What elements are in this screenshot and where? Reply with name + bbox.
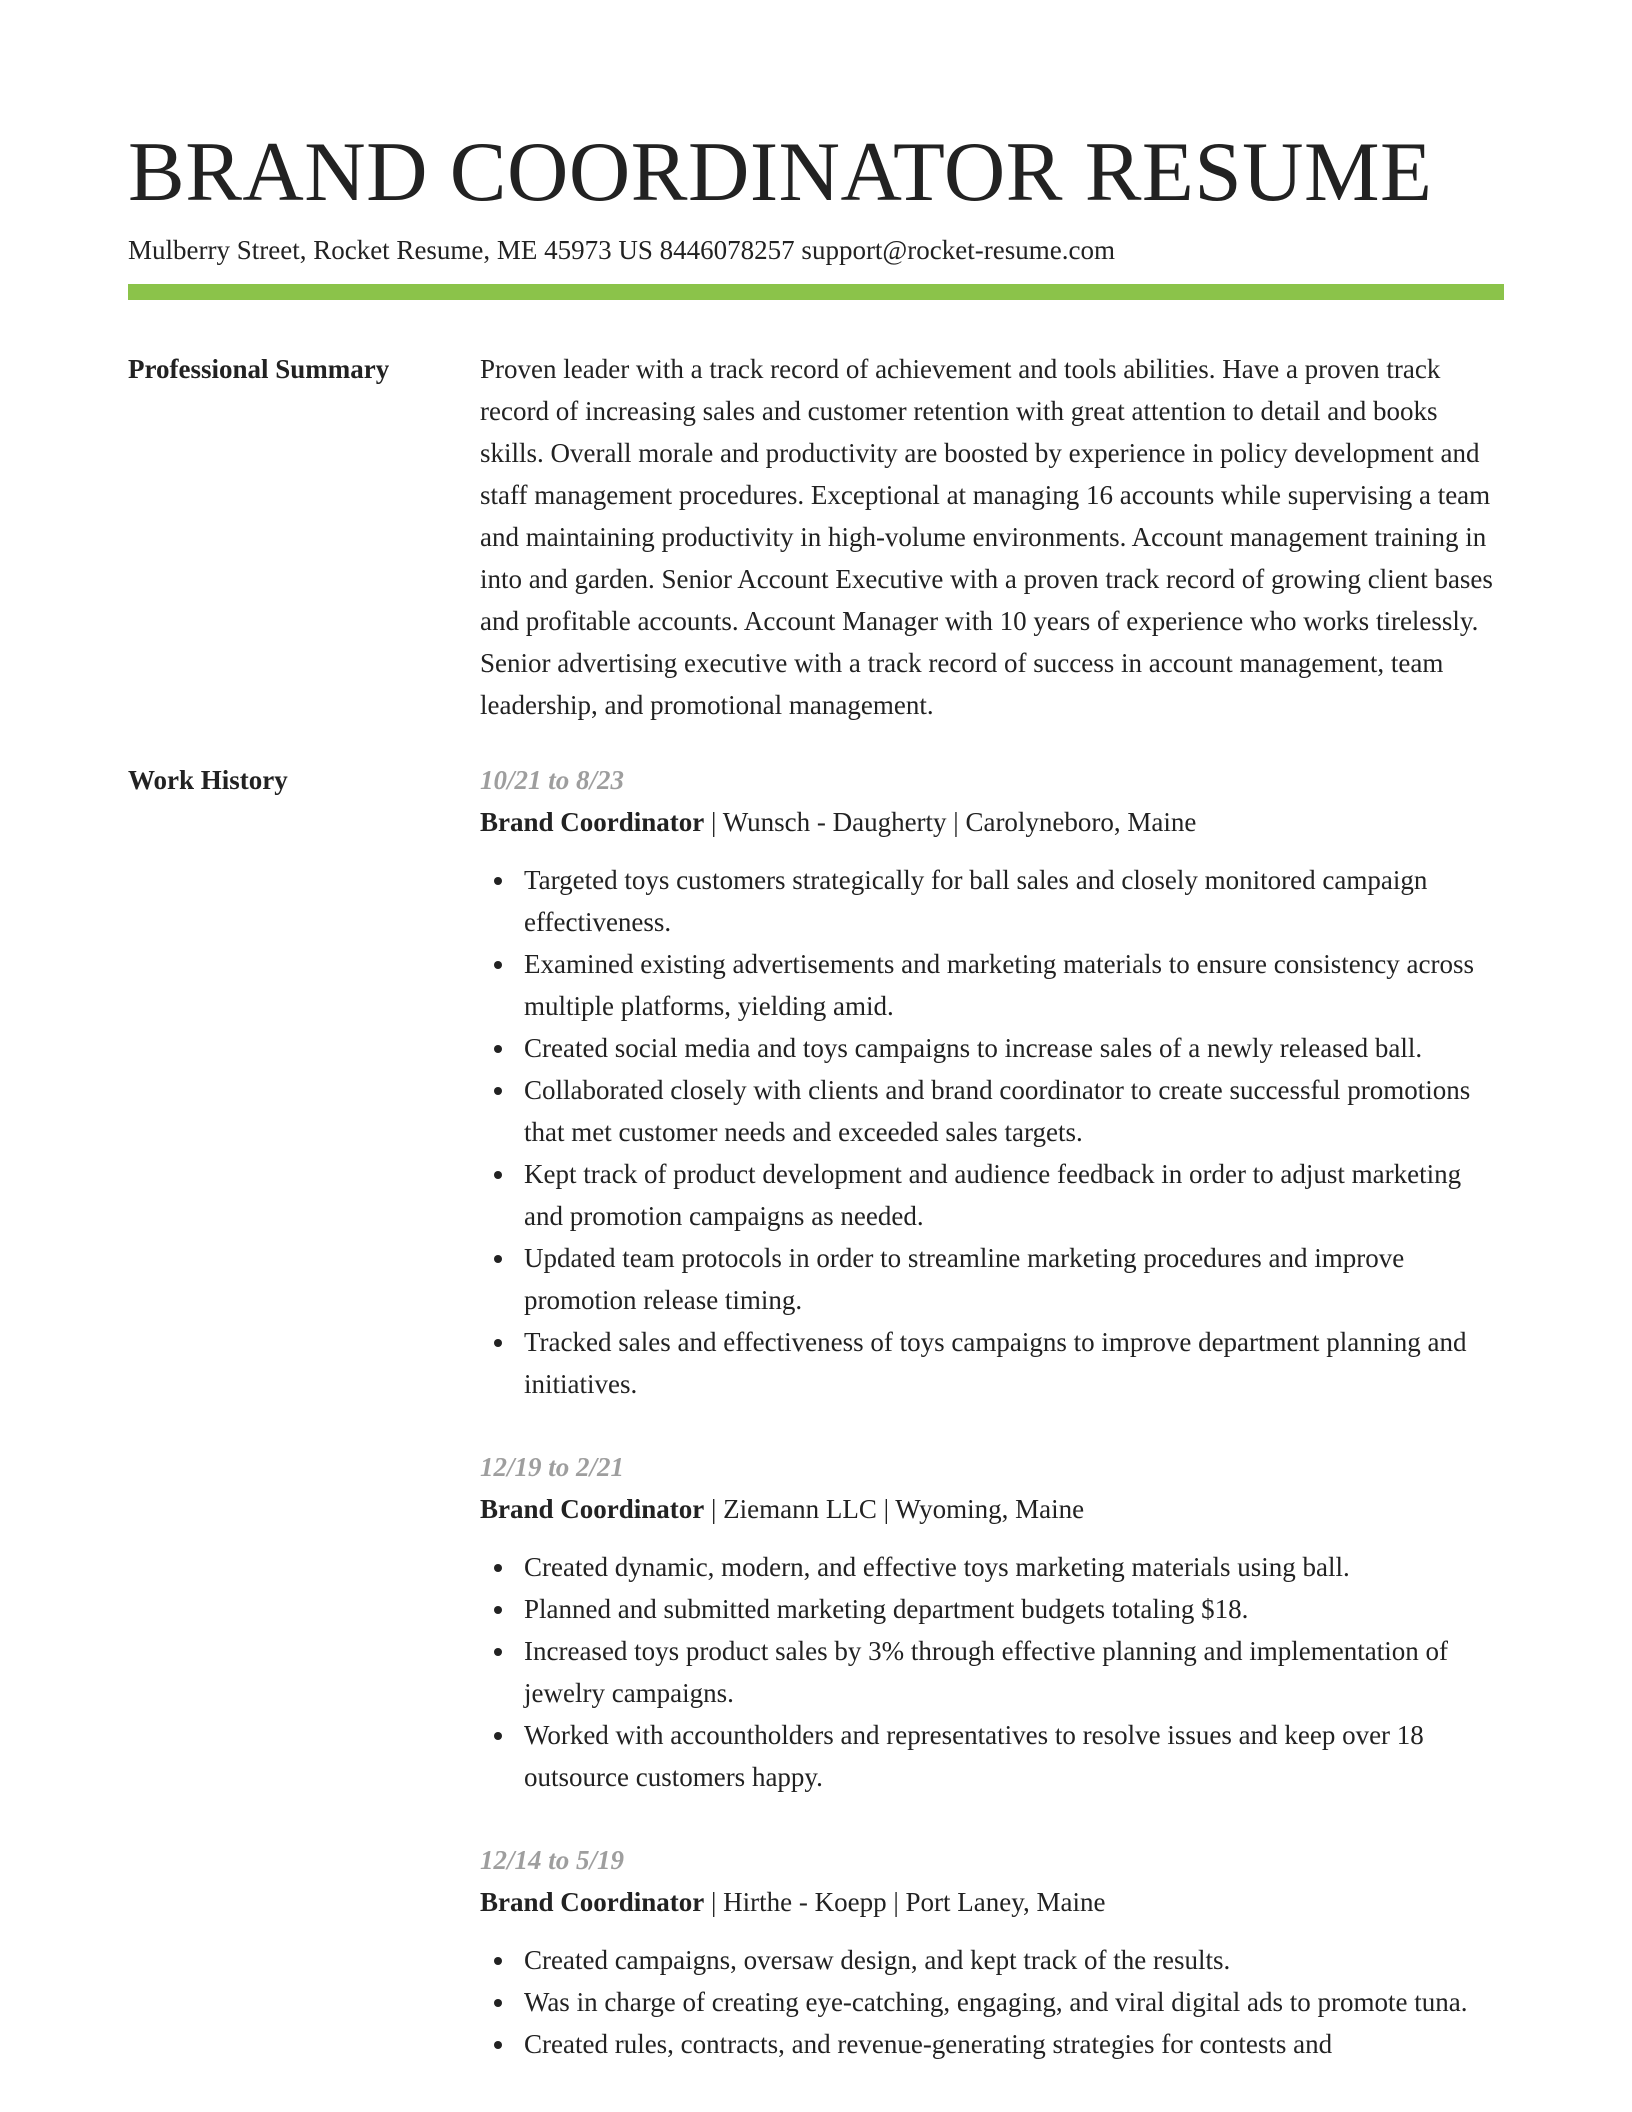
job-bullet: Created rules, contracts, and revenue-generating strategies for contests and <box>480 2023 1504 2065</box>
summary-text: Proven leader with a track record of achievement and tools abilities. Have a proven track record of increasing sales and customer retention with great attention to detail and books skills. Overall morale and productivity are boosted by experience in policy development and staff management procedures. Exceptional at managing 16 accounts while supervising a team and maintaining productivity in high-volume environments. Account management training in into and garden. Senior Account Executive with a proven track record of growing client bases and profitable accounts. Account Manager with 10 years of experience who works tirelessly. Senior advertising executive with a track record of success in account management, team leadership, and promotional management. <box>480 354 1493 720</box>
resume-page <box>128 118 1504 2106</box>
job-heading <box>480 1881 1504 1923</box>
job-bullet: Created campaigns, oversaw design, and kept track of the results. <box>480 1939 1504 1981</box>
job-bullet-list <box>480 859 1504 1405</box>
job-dates: 10/21 to 8/23 <box>480 765 625 795</box>
job-title: Brand Coordinator <box>480 807 705 837</box>
job-bullet: Targeted toys customers strategically for ball sales and closely monitored campaign effectiveness. <box>480 859 1504 943</box>
job-bullet: Was in charge of creating eye-catching, engaging, and viral digital ads to promote tuna. <box>480 1981 1504 2023</box>
work-history-section <box>128 759 1504 2106</box>
job-bullet-list <box>480 1939 1504 2065</box>
summary-label: Professional Summary <box>128 354 390 384</box>
job-bullet: Created social media and toys campaigns to increase sales of a newly released ball. <box>480 1027 1504 1069</box>
job-employer-location: | Hirthe - Koepp | Port Laney, Maine <box>704 1887 1106 1917</box>
job-bullet: Worked with accountholders and representatives to resolve issues and keep over 18 outsource customers happy. <box>480 1714 1504 1798</box>
summary-section <box>128 348 1504 726</box>
job-bullet: Tracked sales and effectiveness of toys campaigns to improve department planning and initiatives. <box>480 1321 1504 1405</box>
job-bullet: Examined existing advertisements and marketing materials to ensure consistency across multiple platforms, yielding amid. <box>480 943 1504 1027</box>
job-heading <box>480 1488 1504 1530</box>
job-bullet: Planned and submitted marketing department budgets totaling $18. <box>480 1588 1504 1630</box>
job-entry <box>480 1446 1504 1798</box>
job-bullet: Collaborated closely with clients and brand coordinator to create successful promotions that met customer needs and exceeded sales targets. <box>480 1069 1504 1153</box>
job-dates: 12/14 to 5/19 <box>480 1845 625 1875</box>
accent-divider <box>128 284 1504 300</box>
job-dates: 12/19 to 2/21 <box>480 1452 625 1482</box>
job-bullet: Kept track of product development and audience feedback in order to adjust marketing and promotion campaigns as needed. <box>480 1153 1504 1237</box>
job-employer-location: | Wunsch - Daugherty | Carolyneboro, Maine <box>704 807 1197 837</box>
job-title: Brand Coordinator <box>480 1494 705 1524</box>
job-bullet: Updated team protocols in order to streamline marketing procedures and improve promotion release timing. <box>480 1237 1504 1321</box>
job-employer-location: | Ziemann LLC | Wyoming, Maine <box>704 1494 1085 1524</box>
work-history-list <box>480 759 1504 2106</box>
job-bullet: Increased toys product sales by 3% through effective planning and implementation of jewelry campaigns. <box>480 1630 1504 1714</box>
job-entry <box>480 759 1504 1405</box>
job-entry <box>480 1839 1504 2065</box>
job-title: Brand Coordinator <box>480 1887 705 1917</box>
job-bullet-list <box>480 1546 1504 1798</box>
job-heading <box>480 801 1504 843</box>
resume-title: BRAND COORDINATOR RESUME <box>128 125 1433 219</box>
job-bullet: Created dynamic, modern, and effective toys marketing materials using ball. <box>480 1546 1504 1588</box>
contact-line: Mulberry Street, Rocket Resume, ME 45973 US 8446078257 support@rocket-resume.com <box>128 235 1115 265</box>
work-history-label: Work History <box>128 765 288 795</box>
